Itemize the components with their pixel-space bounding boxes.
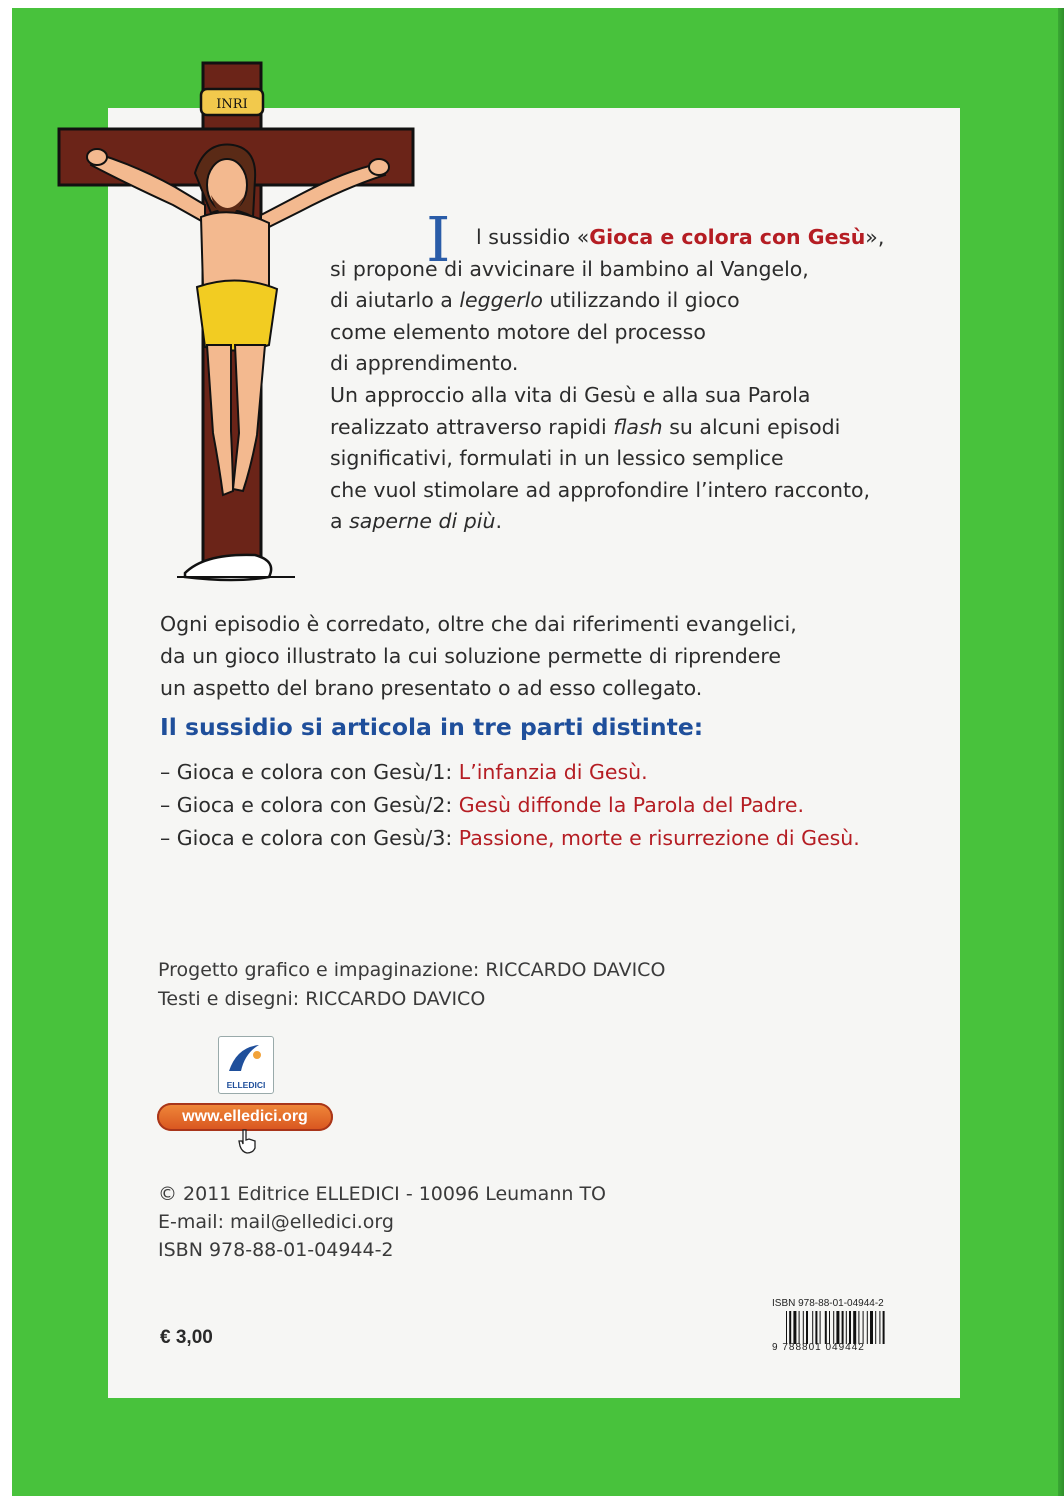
intro-italic: flash [613,414,663,439]
intro-line: di aiutarlo a [330,288,460,313]
imprint-line: E-mail: mail@elledici.org [158,1211,394,1233]
website-link[interactable]: www.elledici.org [157,1103,333,1131]
intro-line: che vuol stimolare ad approfondire l’intero racconto, [330,477,871,502]
imprint [158,1180,606,1264]
drop-cap: I [426,203,451,276]
credit-line: Testi e disegni: RICCARDO DAVICO [158,988,486,1010]
paragraph-line: da un gioco illustrato la cui soluzione permette di riprendere [160,644,781,668]
part-title: Gesù diffonde la Parola del Padre. [458,793,805,817]
intro-italic: leggerlo [459,288,543,313]
intro-line: come elemento motore del processo [330,319,706,344]
spine-edge [1058,8,1064,1496]
intro-line: significativi, formulati in un lessico semplice [330,446,784,471]
episode-paragraph [160,608,880,704]
publisher-logo [218,1036,274,1094]
list-item [160,789,860,822]
parts-heading: Il sussidio si articola in tre parti distinte: [160,713,704,741]
logo-mark-icon [219,1037,273,1079]
intro-italic: saperne di più [349,509,496,534]
price: € 3,00 [160,1327,213,1348]
intro-line: realizzato attraverso rapidi [330,414,614,439]
pointer-hand-icon [236,1128,258,1154]
intro-paragraph [330,203,930,538]
intro-line: utilizzando il gioco [542,288,740,313]
imprint-line: ISBN 978-88-01-04944-2 [158,1239,394,1261]
part-prefix: – Gioca e colora con Gesù/3: [160,826,459,850]
paragraph-line: un aspetto del brano presentato o ad esso collegato. [160,676,703,700]
parts-list [160,756,860,855]
part-prefix: – Gioca e colora con Gesù/1: [160,760,459,784]
barcode-bars-icon [786,1311,910,1344]
intro-line: su alcuni episodi [662,414,841,439]
list-item [160,756,860,789]
book-title: Gioca e colora con Gesù [589,225,866,249]
barcode-isbn: ISBN 978-88-01-04944-2 [772,1298,884,1309]
inri-text: INRI [216,97,248,112]
intro-line: si propone di avvicinare il bambino al Vangelo, [330,256,809,281]
intro-line: a [330,509,350,534]
intro-line: . [495,509,502,534]
logo-text: ELLEDICI [226,1080,266,1090]
intro-line: Un approccio alla vita di Gesù e alla sua Parola [330,382,811,407]
list-item [160,822,860,855]
paragraph-line: Ogni episodio è corredato, oltre che dai riferimenti evangelici, [160,612,797,636]
part-prefix: – Gioca e colora con Gesù/2: [160,793,459,817]
intro-line: », [865,225,885,249]
part-title: L’infanzia di Gesù. [458,760,648,784]
barcode [772,1298,912,1356]
intro-line: l sussidio « [476,225,590,249]
imprint-line: © 2011 Editrice ELLEDICI - 10096 Leumann TO [158,1183,607,1205]
barcode-digits: 9 788801 049442 [772,1342,865,1353]
credit-line: Progetto grafico e impaginazione: RICCARDO DAVICO [158,959,666,981]
credits [158,956,665,1014]
part-title: Passione, morte e risurrezione di Gesù. [458,826,860,850]
intro-line: di apprendimento. [330,351,519,376]
